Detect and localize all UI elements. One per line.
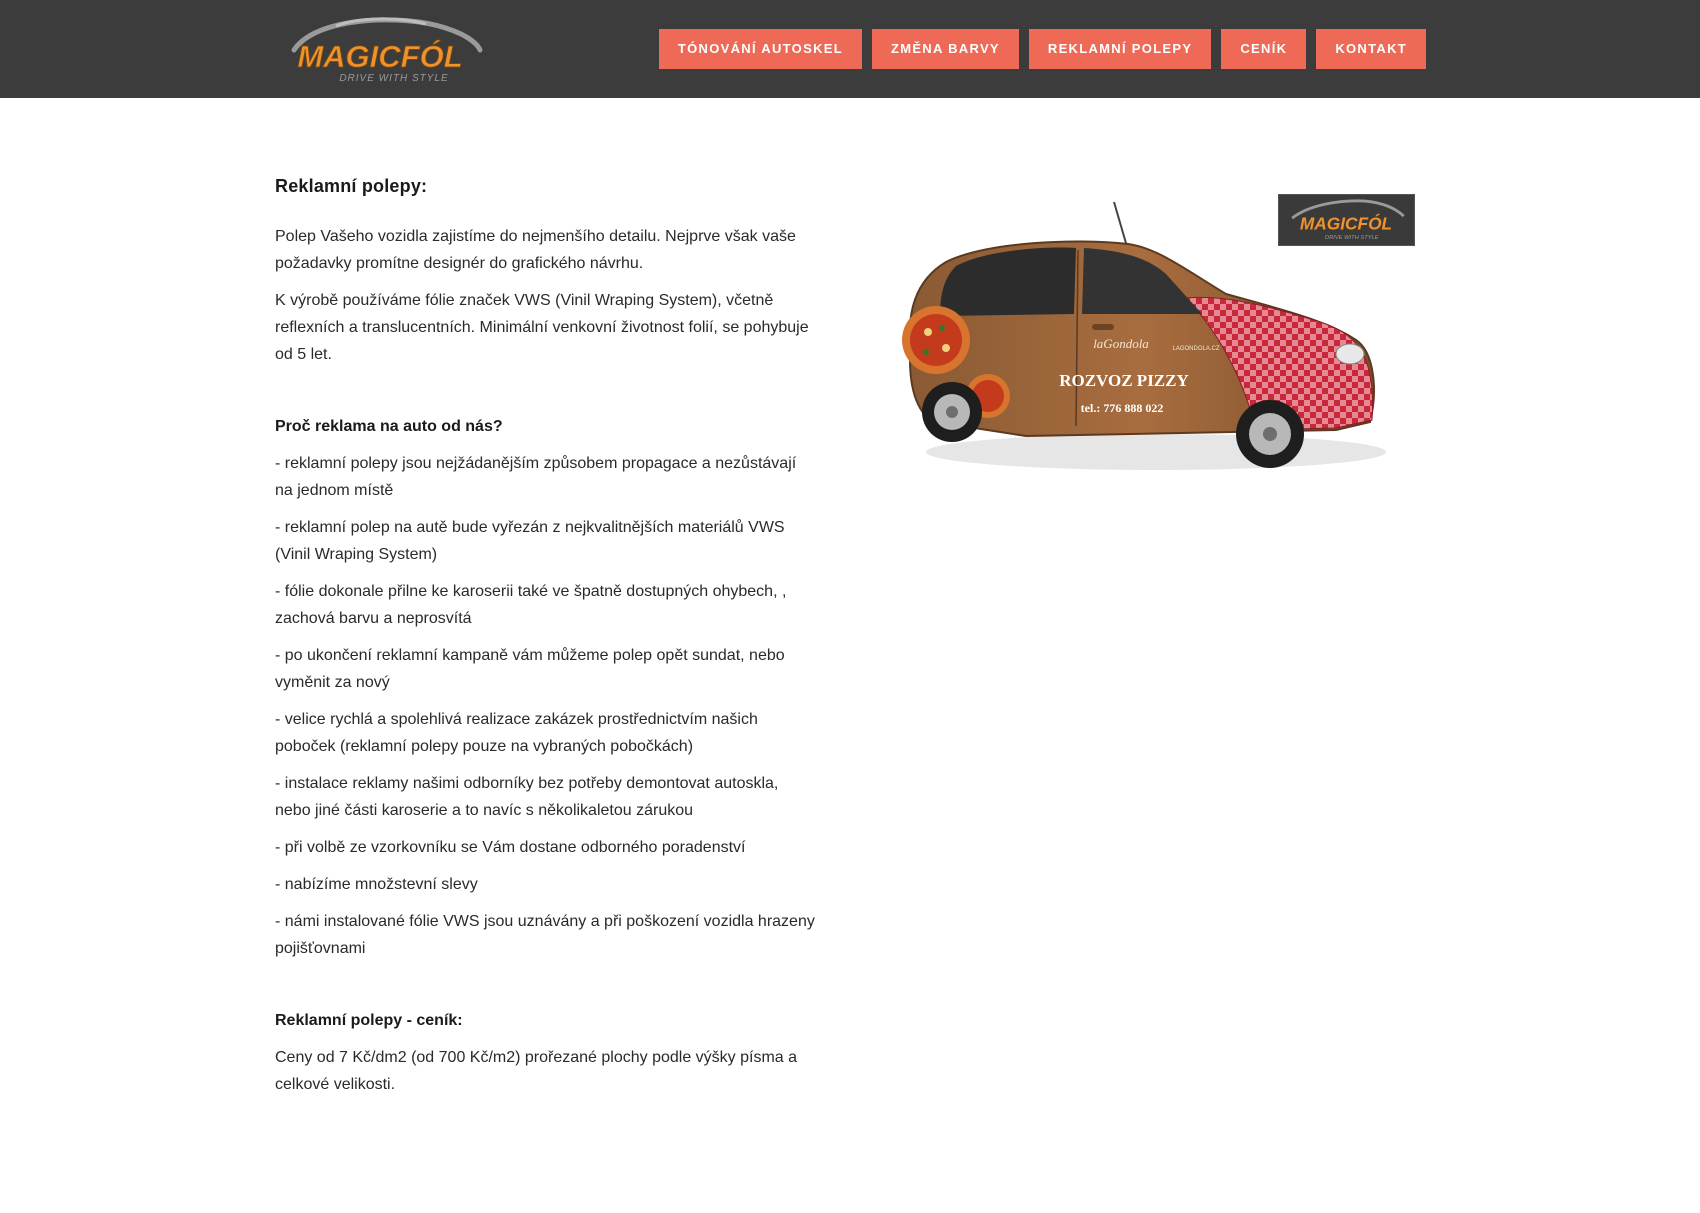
list-item: - reklamní polep na autě bude vyřezán z nejkvalitnějších materiálů VWS (Vinil Wraping System)	[275, 519, 785, 563]
list-item: - při volbě ze vzorkovníku se Vám dostane odborného poradenství	[275, 839, 746, 856]
main-content	[275, 176, 815, 1108]
list-item: - po ukončení reklamní kampaně vám můžeme polep opět sundat, nebo vyměnit za nový	[275, 647, 785, 691]
nav-pricing[interactable]: CENÍK	[1221, 29, 1306, 69]
price-text: Ceny od 7 Kč/dm2 (od 700 Kč/m2) prořezané plochy podle výšky písma a celkové velikosti.	[275, 1049, 798, 1093]
intro-paragraph: K výrobě používáme fólie značek VWS (Vinil Wraping System), včetně reflexních a translucentních. Minimální venkovní životnost folií, se pohybuje od 5 let.	[275, 292, 809, 363]
magicfol-badge	[1278, 194, 1415, 246]
nav-contact[interactable]: KONTAKT	[1316, 29, 1426, 69]
svg-text:laGondola: laGondola	[1093, 336, 1149, 351]
why-heading: Proč reklama na auto od nás?	[275, 418, 503, 435]
site-header	[0, 0, 1700, 98]
list-item: - instalace reklamy našimi odborníky bez potřeby demontovat autoskla, nebo jiné části karoserie a to navíc s několikaletou zárukou	[275, 775, 779, 819]
svg-text:MAGICFÓL: MAGICFÓL	[297, 39, 463, 74]
svg-text:LAGONDOLA.CZ: LAGONDOLA.CZ	[1172, 346, 1220, 352]
nav-tinting[interactable]: TÓNOVÁNÍ AUTOSKEL	[659, 29, 862, 69]
price-heading: Reklamní polepy - ceník:	[275, 1012, 463, 1029]
nav-color-change[interactable]: ZMĚNA BARVY	[872, 29, 1019, 69]
main-nav	[659, 29, 1426, 69]
svg-text:MAGICFÓL: MAGICFÓL	[1299, 213, 1393, 234]
page-title: Reklamní polepy:	[275, 176, 428, 196]
svg-text:tel.: 776 888 022: tel.: 776 888 022	[1080, 401, 1164, 415]
list-item: - reklamní polepy jsou nejžádanějším způsobem propagace a nezůstávají na jednom místě	[275, 455, 797, 499]
nav-advertising-wraps[interactable]: REKLAMNÍ POLEPY	[1029, 29, 1211, 69]
svg-text:ROZVOZ PIZZY: ROZVOZ PIZZY	[1059, 371, 1189, 390]
svg-text:DRIVE WITH STYLE: DRIVE WITH STYLE	[1324, 235, 1379, 242]
list-item: - fólie dokonale přilne ke karoserii také ve špatně dostupných ohybech, , zachová barvu a neprosvítá	[275, 583, 787, 627]
magicfol-logo[interactable]	[276, 12, 484, 86]
list-item: - nabízíme množstevní slevy	[275, 876, 478, 893]
list-item: - námi instalované fólie VWS jsou uznávány a při poškození vozidla hrazeny pojišťovnami	[275, 913, 815, 957]
svg-text:DRIVE WITH STYLE: DRIVE WITH STYLE	[339, 73, 449, 84]
list-item: - velice rychlá a spolehlivá realizace zakázek prostřednictvím našich poboček (reklamní polepy pouze na vybraných pobočkách)	[275, 711, 758, 755]
intro-paragraph: Polep Vašeho vozidla zajistíme do nejmenšího detailu. Nejprve však vaše požadavky promítne designér do grafického návrhu.	[275, 228, 796, 272]
